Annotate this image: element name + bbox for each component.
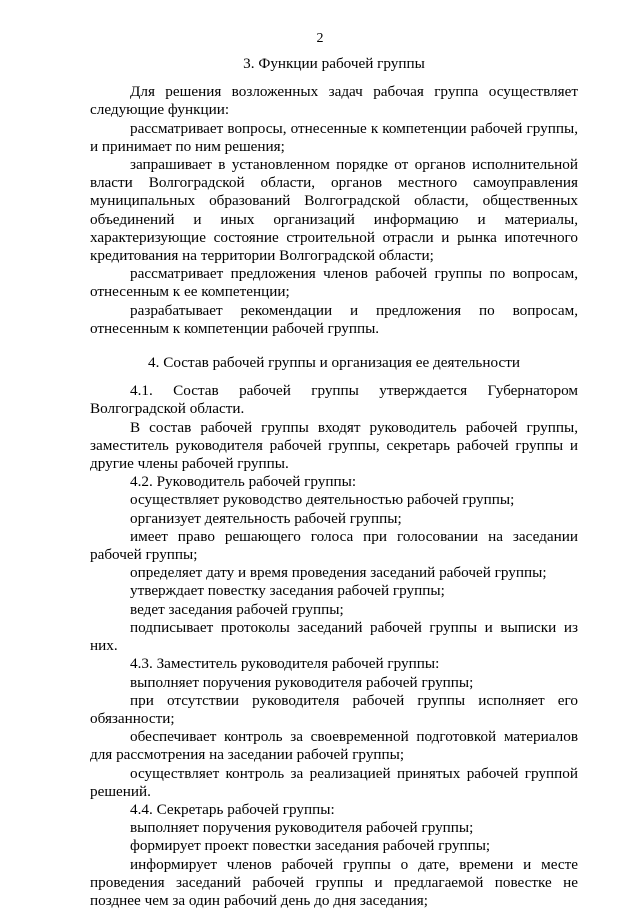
section-3-paragraph: рассматривает вопросы, отнесенные к компетенции рабочей группы, и принимает по ним решения;: [90, 119, 578, 155]
section-4-paragraph: 4.4. Секретарь рабочей группы:: [130, 800, 335, 818]
section-3-paragraph: рассматривает предложения членов рабочей группы по вопросам, отнесенным к ее компетенции;: [90, 265, 578, 301]
section-4-paragraph: утверждает повестку заседания рабочей группы;: [130, 582, 445, 600]
section-4-paragraph: информирует членов рабочей группы о дате, времени и месте проведения заседаний рабочей группы и предлагаемой повестке не позднее чем за один рабочий день до дня заседания;: [90, 855, 578, 909]
section-4-paragraph: определяет дату и время проведения заседаний рабочей группы;: [130, 564, 547, 582]
section-4-paragraph: имеет право решающего голоса при голосовании на заседании рабочей группы;: [90, 527, 578, 564]
section-4-paragraph: 4.2. Руководитель рабочей группы:: [130, 473, 357, 491]
section-4-paragraph: осуществляет руководство деятельностью рабочей группы;: [130, 491, 515, 509]
section-3-paragraph: Для решения возложенных задач рабочая группа осуществляет следующие функции:: [90, 83, 578, 119]
section-4-heading: 4. Состав рабочей группы и организация ее деятельности: [148, 354, 520, 372]
section-4-paragraph: обеспечивает контроль за своевременной подготовкой материалов для рассмотрения на заседании рабочей группы;: [90, 728, 578, 764]
section-3-heading: 3. Функции рабочей группы: [243, 55, 425, 72]
section-4-paragraph: осуществляет контроль за реализацией принятых рабочей группой решений.: [90, 764, 578, 800]
document-body: [90, 55, 578, 910]
section-3-paragraph: разрабатывает рекомендации и предложения по вопросам, отнесенным к компетенции рабочей группы.: [90, 301, 578, 337]
section-3-paragraph: запрашивает в установленном порядке от органов исполнительной власти Волгоградской области, органов местного самоуправления муниципальных образований Волгоградской области, общественных объединений и иных организаций информацию и материалы, характеризующие состояние строительной отрасли и рынка ипотечного кредитования на территории Волгоградской области;: [90, 156, 578, 265]
section-4-paragraph: 4.3. Заместитель руководителя рабочей группы:: [130, 655, 440, 673]
section-4-paragraph: при отсутствии руководителя рабочей группы исполняет его обязанности;: [90, 691, 578, 727]
section-4-paragraph: формирует проект повестки заседания рабочей группы;: [130, 837, 491, 855]
section-4-paragraph: 4.1. Состав рабочей группы утверждается Губернатором Волгоградской области.: [90, 382, 578, 418]
section-4-paragraph: выполняет поручения руководителя рабочей группы;: [130, 819, 474, 837]
section-4-paragraph: ведет заседания рабочей группы;: [130, 600, 344, 618]
section-4-paragraph: организует деятельность рабочей группы;: [130, 509, 402, 527]
section-4-paragraph: выполняет поручения руководителя рабочей группы;: [130, 673, 474, 691]
page-number: 2: [316, 31, 324, 46]
section-4-paragraph: подписывает протоколы заседаний рабочей группы и выписки из них.: [90, 618, 578, 655]
section-4-paragraph: В состав рабочей группы входят руководитель рабочей группы, заместитель руководителя рабочей группы, секретарь рабочей группы и другие члены рабочей группы.: [90, 418, 578, 473]
